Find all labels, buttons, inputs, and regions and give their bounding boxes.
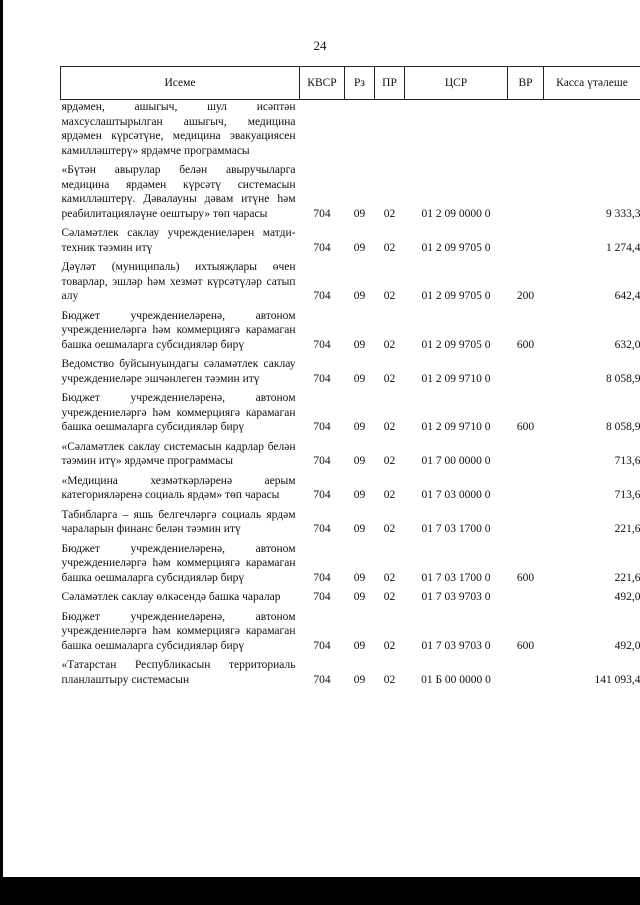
cell-rz: 09 — [353, 455, 366, 467]
cell-pr: 02 — [383, 421, 396, 433]
table-row — [61, 585, 640, 605]
cell-vr — [508, 352, 544, 386]
cell-kvsr: 704 — [313, 591, 331, 603]
cell-csr: 01 2 09 9710 0 — [421, 421, 491, 433]
cell-kvsr: 704 — [313, 241, 331, 254]
cell-kvsr — [300, 100, 345, 159]
cell-vr — [508, 435, 544, 469]
header-rz: Рз — [345, 67, 375, 100]
cell-pr: 02 — [383, 372, 396, 385]
cell-sum: 713,6 — [614, 455, 640, 467]
cell-vr: 600 — [516, 338, 535, 351]
cell-vr: 600 — [516, 571, 535, 584]
cell-vr — [508, 503, 544, 537]
cell-name: Бюджет учреждениеләренә, автоном учреждениеләргә һәм коммерциягә карамаган башка оешмаларга субсидияләр бирү — [61, 392, 296, 433]
cell-kvsr: 704 — [313, 523, 331, 535]
cell-rz: 09 — [353, 290, 366, 302]
header-csr: ЦСР — [405, 67, 508, 100]
cell-sum: 221,6 — [614, 523, 640, 535]
cell-kvsr: 704 — [313, 207, 331, 220]
cell-csr: 01 7 03 1700 0 — [421, 571, 491, 584]
cell-kvsr: 704 — [313, 489, 331, 501]
table-row — [61, 537, 640, 586]
cell-name: «Сәламәтлек саклау системасын кадрлар белән тәэмин итү» ярдәмче программасы — [61, 440, 296, 467]
cell-pr: 02 — [383, 207, 396, 220]
budget-table — [60, 66, 640, 687]
cell-kvsr: 704 — [313, 290, 331, 302]
cell-kvsr: 704 — [313, 673, 331, 686]
page-edge-left — [0, 0, 3, 905]
cell-csr: 01 7 00 0000 0 — [421, 455, 491, 467]
cell-name: Сәламәтлек саклау өлкәсендә башка чаралар — [61, 591, 281, 603]
cell-kvsr: 704 — [313, 639, 331, 652]
header-pr: ПР — [375, 67, 405, 100]
cell-vr: 600 — [516, 639, 535, 652]
cell-pr — [375, 100, 405, 159]
table-row — [61, 221, 640, 255]
cell-rz: 09 — [353, 591, 366, 603]
cell-rz: 09 — [353, 673, 366, 686]
cell-pr: 02 — [383, 639, 396, 652]
cell-name: Ведомство буйсынуындагы сәламәтлек саклау учреждениеләре эшчәнлеген тәэмин итү — [61, 358, 296, 385]
cell-name: ярдәмен, ашыгыч, шул исәптән махсуслаштырылган ашыгыч, медицина ярдәмен күрсәтүне, медицина эвакуациясен камилләштерү» ярдәмче программасы — [61, 101, 296, 157]
cell-rz: 09 — [353, 421, 366, 433]
cell-csr: 01 Б 00 0000 0 — [421, 673, 491, 686]
cell-sum — [544, 100, 640, 159]
cell-csr: 01 7 03 0000 0 — [421, 489, 491, 501]
cell-vr — [508, 469, 544, 503]
cell-vr — [508, 585, 544, 605]
page-edge-bottom — [0, 877, 640, 905]
cell-pr: 02 — [383, 290, 396, 302]
cell-csr — [405, 100, 508, 159]
table-row — [61, 352, 640, 386]
cell-vr — [508, 158, 544, 221]
header-kvsr: КВСР — [300, 67, 345, 100]
cell-name: Бюджет учреждениеләренә, автоном учреждениеләргә һәм коммерциягә карамаган башка оешмаларга субсидияләр бирү — [61, 542, 296, 584]
page-number: 24 — [313, 38, 327, 53]
cell-csr: 01 2 09 9705 0 — [421, 241, 491, 254]
cell-csr: 01 7 03 9703 0 — [421, 639, 491, 652]
cell-name: «Татарстан Республикасын территориаль планлаштыру системасын — [61, 659, 296, 686]
table-header-row — [61, 67, 640, 100]
cell-sum: 141 093,4 — [594, 673, 640, 686]
cell-name: «Медицина хезмәткәрләренә аерым категорияләренә социаль ярдәм» төп чарасы — [61, 474, 296, 501]
table-row — [61, 386, 640, 435]
cell-sum: 8 058,9 — [606, 372, 640, 385]
table-row — [61, 503, 640, 537]
cell-csr: 01 2 09 9705 0 — [421, 338, 491, 351]
header-name: Исеме — [61, 67, 300, 100]
cell-pr: 02 — [383, 523, 396, 535]
cell-pr: 02 — [383, 241, 396, 254]
cell-rz: 09 — [353, 207, 366, 220]
cell-vr: 200 — [516, 290, 535, 302]
cell-name: «Бүтән авырулар белән авыручыларга медицина ярдәмен күрсәтү системасын камилләштерү. Дәвалауны дәвам итүне һәм реабилитацияләүне оештыру» төп чарасы — [61, 164, 296, 220]
table-row — [61, 304, 640, 353]
cell-rz: 09 — [353, 338, 366, 351]
cell-kvsr: 704 — [313, 455, 331, 467]
cell-kvsr: 704 — [313, 571, 331, 584]
cell-vr — [508, 221, 544, 255]
cell-csr: 01 7 03 9703 0 — [421, 591, 491, 603]
cell-pr: 02 — [383, 489, 396, 501]
cell-sum: 8 058,9 — [606, 421, 640, 433]
cell-csr: 01 2 09 9705 0 — [421, 290, 491, 302]
cell-kvsr: 704 — [313, 338, 331, 351]
cell-name: Сәламәтлек саклау учреждениеләрен матди-техник тәэмин итү — [61, 227, 296, 254]
table-row — [61, 469, 640, 503]
cell-pr: 02 — [383, 571, 396, 584]
table-row — [61, 158, 640, 221]
cell-name: Дәүләт (муниципаль) ихтыяҗлары өчен товарлар, эшләр һәм хезмәт күрсәтүләр сатып алу — [61, 261, 296, 302]
cell-rz: 09 — [353, 241, 366, 254]
cell-rz: 09 — [353, 489, 366, 501]
table-row — [61, 653, 640, 687]
cell-csr: 01 2 09 9710 0 — [421, 372, 491, 385]
cell-sum: 642,4 — [614, 290, 640, 302]
cell-sum: 492,0 — [614, 591, 640, 603]
cell-pr: 02 — [383, 338, 396, 351]
table-row — [61, 435, 640, 469]
cell-csr: 01 2 09 0000 0 — [421, 207, 491, 220]
cell-name: Табибларга – яшь белгечләргә социаль ярдәм чараларын финанс белән тәэмин итү — [61, 508, 296, 535]
cell-rz: 09 — [353, 523, 366, 535]
cell-sum: 9 333,3 — [606, 207, 640, 220]
cell-sum: 713,6 — [614, 489, 640, 501]
cell-vr — [508, 653, 544, 687]
cell-name: Бюджет учреждениеләренә, автоном учреждениеләргә һәм коммерциягә карамаган башка оешмаларга субсидияләр бирү — [61, 309, 296, 351]
cell-rz: 09 — [353, 372, 366, 385]
cell-pr: 02 — [383, 455, 396, 467]
cell-rz — [345, 100, 375, 159]
cell-rz: 09 — [353, 571, 366, 584]
cell-name: Бюджет учреждениеләренә, автоном учреждениеләргә һәм коммерциягә карамаган башка оешмаларга субсидияләр бирү — [61, 610, 296, 652]
cell-vr — [508, 100, 544, 159]
cell-rz: 09 — [353, 639, 366, 652]
table-row — [61, 100, 640, 159]
cell-kvsr: 704 — [313, 421, 331, 433]
cell-pr: 02 — [383, 673, 396, 686]
cell-sum: 221,6 — [614, 571, 640, 584]
table-row — [61, 255, 640, 304]
header-sum: Касса үтәлеше — [544, 67, 640, 100]
cell-kvsr: 704 — [313, 372, 331, 385]
header-vr: ВР — [508, 67, 544, 100]
cell-sum: 1 274,4 — [606, 241, 640, 254]
cell-sum: 492,0 — [614, 639, 640, 652]
cell-pr: 02 — [383, 591, 396, 603]
cell-csr: 01 7 03 1700 0 — [421, 523, 491, 535]
cell-sum: 632,0 — [614, 338, 640, 351]
table-row — [61, 605, 640, 654]
cell-vr: 600 — [516, 421, 535, 433]
